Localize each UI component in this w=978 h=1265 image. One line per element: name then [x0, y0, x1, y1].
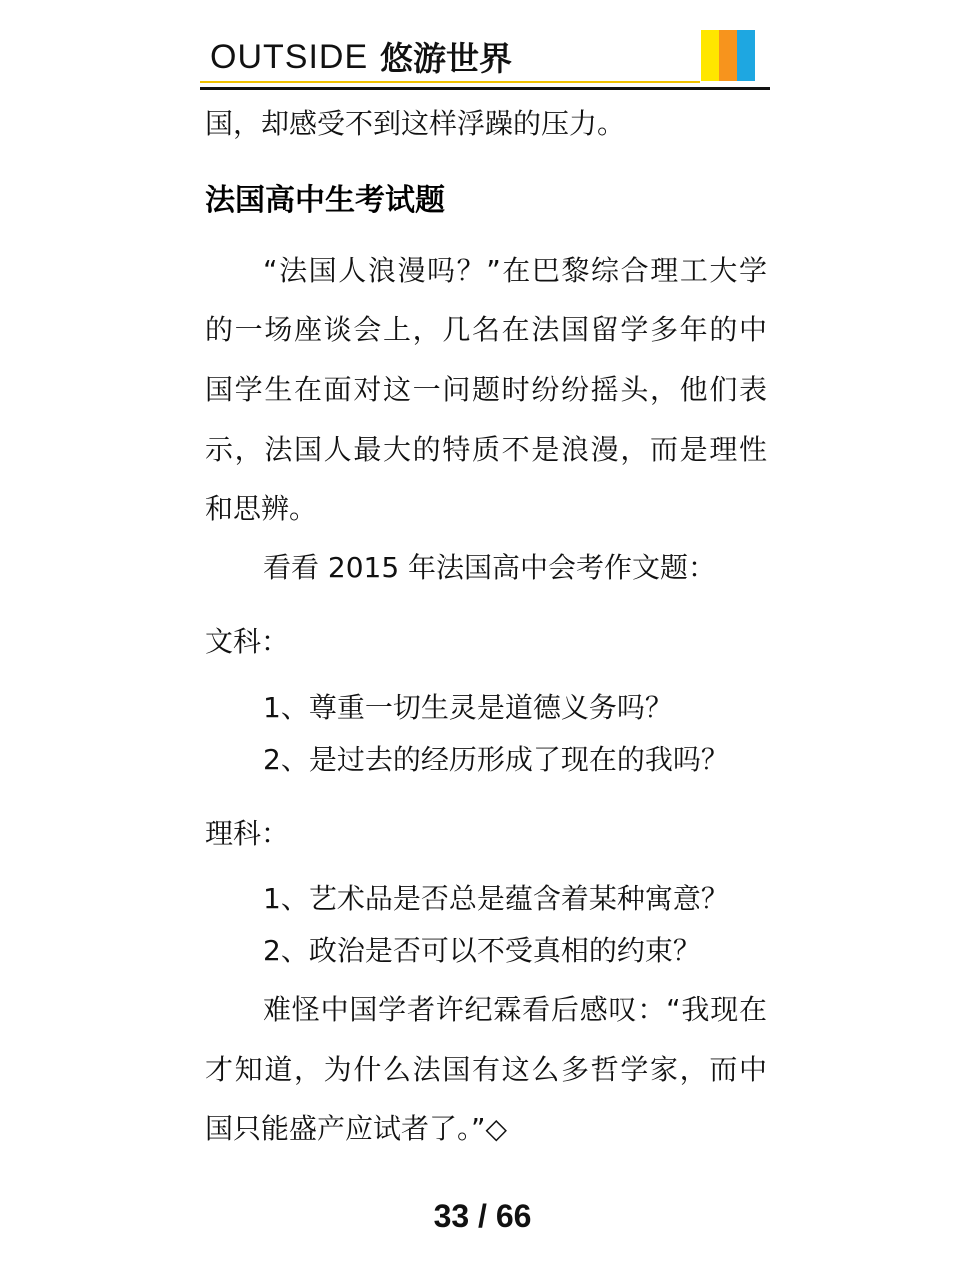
closing-line: 才知道，为什么法国有这么多哲学家，而中 — [205, 1053, 767, 1086]
closing-line: 难怪中国学者许纪霖看后感叹：“我现在 — [263, 993, 767, 1026]
yellow-bar — [701, 30, 719, 81]
list-item: 1、尊重一切生灵是道德义务吗？ — [263, 691, 673, 724]
brand-color-bars — [701, 30, 755, 81]
list-item: 2、是过去的经历形成了现在的我吗？ — [263, 743, 729, 776]
orange-bar — [719, 30, 737, 81]
list-item: 1、艺术品是否总是蕴含着某种寓意？ — [263, 882, 729, 915]
paragraph-line: 示，法国人最大的特质不是浪漫，而是理性 — [205, 433, 767, 466]
blue-bar — [737, 30, 755, 81]
paragraph-line: “法国人浪漫吗？”在巴黎综合理工大学 — [263, 254, 767, 287]
paragraph-line: 的一场座谈会上，几名在法国留学多年的中 — [205, 313, 767, 346]
header-accent-rule — [200, 81, 700, 83]
list-item: 2、政治是否可以不受真相的约束？ — [263, 934, 701, 967]
section-title: 法国高中生考试题 — [205, 183, 445, 218]
page-number: 33 / 66 — [433, 1198, 532, 1234]
header-rule — [200, 87, 770, 90]
science-label: 理科： — [205, 817, 290, 850]
brand-name-english: OUTSIDE — [210, 38, 369, 76]
brand-name-chinese: 悠游世界 — [380, 39, 512, 78]
exam-intro: 看看 2015 年法国高中会考作文题： — [263, 551, 717, 584]
continuation-line: 国，却感受不到这样浮躁的压力。 — [205, 107, 626, 140]
page-header — [200, 0, 770, 92]
paragraph-line: 和思辨。 — [205, 492, 318, 525]
closing-line: 国只能盛产应试者了。”◇ — [205, 1112, 508, 1145]
arts-label: 文科： — [205, 625, 290, 658]
paragraph-line: 国学生在面对这一问题时纷纷摇头，他们表 — [205, 373, 767, 406]
